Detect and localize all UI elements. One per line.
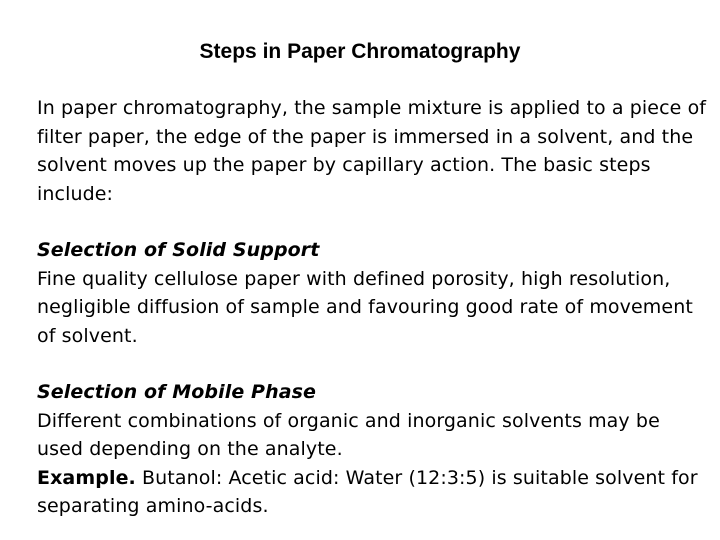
section-heading: Selection of Solid Support [37, 239, 320, 261]
spacer [37, 208, 707, 236]
intro-paragraph: In paper chromatography, the sample mixture is applied to a piece of filter paper, the edge of the paper is immersed in a solvent, and the solvent moves up the paper by capillary action. The basic steps include: [37, 97, 707, 205]
section-body: Fine quality cellulose paper with defined porosity, high resolution, negligible diffusion of sample and favouring good rate of movement of solvent. [37, 267, 693, 347]
slide-title: Steps in Paper Chromatography [199, 40, 521, 63]
spacer [37, 350, 707, 378]
section-mobile-phase [37, 378, 707, 521]
section-body: Different combinations of organic and inorganic solvents may be used depending on the analyte. [37, 409, 660, 460]
example-paragraph [37, 464, 707, 521]
example-label: Example. [37, 466, 136, 489]
section-heading: Selection of Mobile Phase [37, 381, 317, 403]
slide-content [37, 94, 707, 521]
section-solid-support [37, 236, 707, 350]
example-text: Butanol: Acetic acid: Water (12:3:5) is suitable solvent for separating amino-acids. [37, 466, 698, 517]
